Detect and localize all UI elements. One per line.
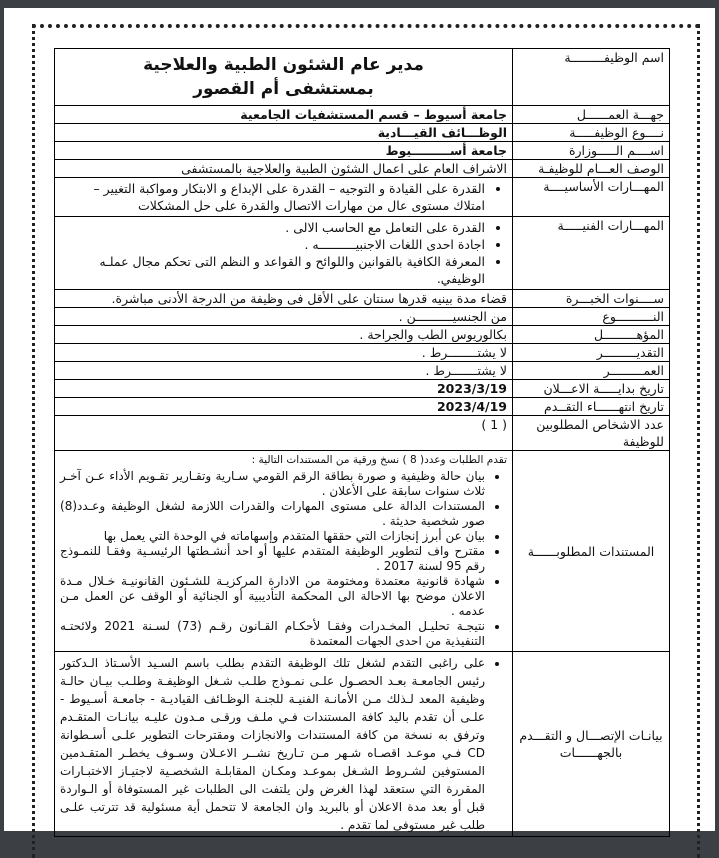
row-value: جامعة أســـــــــيوط xyxy=(55,142,513,160)
table-row xyxy=(55,362,670,380)
documents-intro: تقدم الطلبات وعدد( 8 ) نسخ ورقية من المستندات التالية : xyxy=(251,454,507,466)
row-label: المؤهـــــــــل xyxy=(513,326,670,344)
table-row xyxy=(55,49,670,106)
row-value: من الجنسيــــــــــن . xyxy=(55,308,513,326)
announcement-start-date: 2023/3/19 xyxy=(55,380,513,398)
job-description-table xyxy=(54,48,670,837)
table-row xyxy=(55,124,670,142)
row-value: قضاء مدة بينيه قدرها سنتان على الأقل فى وظيفة من الدرجة الأدنى مباشرة. xyxy=(55,290,513,308)
table-row xyxy=(55,344,670,362)
job-title: مدير عام الشئون الطبية والعلاجية بمستشفى أم القصور xyxy=(143,55,424,99)
table-row xyxy=(55,106,670,124)
table-row xyxy=(55,398,670,416)
list-item: • شهادة قانونية معتمدة ومختومة من الادارة المركزيـة للشـئون القانونيـة خـلال مـدة الاعلان موضح بها الاحالة الى المحكمة التأديبية أو الجنائية أو الوقف عن العمل مـن عدمه . xyxy=(60,574,485,619)
table-row xyxy=(55,380,670,398)
table-row xyxy=(55,652,670,837)
row-label: تاريخ بدايـــــة الاعـــلان xyxy=(513,380,670,398)
list-item: • نتيجـة تحليـل المخـدرات وفقـا لأحكـام القـانون رقـم (73) لسـنة 2021 ولائحتـه التنفيذية من احدى الجهات المعتمدة xyxy=(60,619,485,649)
row-label: بيانـات الإتصـــال و التقـــدم بالجهــــــات xyxy=(513,652,670,837)
list-item: • القدرة على القيادة و التوجيه – القدرة على الإبداع و الابتكار ومواكبة التغيير – امتلاك مستوى عال من مهارات الاتصال والقدرة على حل المشكلات xyxy=(60,180,485,214)
application-end-date: 2023/4/19 xyxy=(55,398,513,416)
table-row xyxy=(55,290,670,308)
table-row xyxy=(55,308,670,326)
table-row xyxy=(55,142,670,160)
row-label: العمـــــــــر xyxy=(513,362,670,380)
list-item: • على راغبى التقدم لشغل تلك الوظيفة التقدم بطلب باسم السـيد الأسـتاذ الـدكتور رئيس الجامعـة بعـد الحصـول علـى نمـوذج طلـب شـغل الوظيفـة وطلـب بيـان حالـة وظيفية المعد لـذلك مـن الأمانـة الفنيـة للجنـة الوظـائف القياديـة - جامعـة أسـيوط - علـى أن تقدم باليد كافة المستندات فـي ملـف ورقـى مـدون عليـه بيانـات المتقـدم وترفق به نسخة من كافة المستندات والانجازات ومقترحات التطوير علـى أسـطوانة CD فـي موعـد اقصـاه شـهر مـن تـاريخ نشــر الاعـلان وسـوف يخطـر المتقـدمين المستوفين لشـروط الشـغل بموعـد ومكـان المقابلـة الشخصـية لاجتيـاز الاختبـارات المقررة التي ستعقد لهذا الغرض ولن يلتفت الى الطلبات غير المستوفاة أو الـواردة قبل أو بعد مدة الاعلان أو بالبريد وان الجامعة لا تتحمل أية مسئولية قد تترتب علـى طلب غير مستوفى لما تقدم . xyxy=(60,654,485,834)
list-item: • المستندات الدالة على مستوى المهارات والقدرات اللازمة لشغل الوظيفة وعـدد(8) صور شخصية حديثة . xyxy=(60,499,485,529)
row-label: التقديـــــــــر xyxy=(513,344,670,362)
table-row xyxy=(55,451,670,652)
list-item: • المعرفة الكافية بالقوانين واللوائح و القواعد و النظم التى تحكم مجال عملـه الوظيفي. xyxy=(60,253,485,287)
row-label: الوصف العـــام للوظيفـة xyxy=(513,160,670,178)
contact-instructions-list xyxy=(60,654,507,834)
list-item: • القدرة على التعامل مع الحاسب الالى . xyxy=(60,219,485,236)
list-item: • اجادة احدى اللغات الاجنبيــــــــــه . xyxy=(60,236,485,253)
list-item: • مقترح واف لتطوير الوظيفة المتقدم عليها أو احد أنشـطتها الرئيسـية وفقـا للنمـوذج رقم 95 لسنة 2017 . xyxy=(60,544,485,574)
row-label: المهـــارات الأساسيــــة xyxy=(513,178,670,217)
table-row xyxy=(55,217,670,290)
document-page xyxy=(4,8,715,831)
row-label: جهـــة العمــــــل xyxy=(513,106,670,124)
technical-skills-list xyxy=(60,219,507,287)
row-label: نــــوع الوظيفـــــة xyxy=(513,124,670,142)
table-row xyxy=(55,326,670,344)
row-value: لا يشتــــــــرط . xyxy=(55,344,513,362)
row-label: المستندات المطلوبــــــة xyxy=(513,451,670,652)
row-value: الوظـــائف القيـــادية xyxy=(55,124,513,142)
row-value: الاشراف العام على اعمال الشئون الطبية والعلاجية بالمستشفى xyxy=(55,160,513,178)
row-label: المهـــارات الفنيـــــة xyxy=(513,217,670,290)
row-value: لا يشتـــــــرط . xyxy=(55,362,513,380)
list-item: • بيان عن أبرز إنجازات التي حققها المتقدم وإسهاماته في الوحدة التي يعمل بها xyxy=(60,529,485,544)
row-label: ســــنوات الخبـــرة xyxy=(513,290,670,308)
table-row xyxy=(55,178,670,217)
row-value: جامعة أسيوط – قسم المستشفيات الجامعية xyxy=(55,106,513,124)
required-documents-list xyxy=(60,469,507,649)
table-row xyxy=(55,416,670,451)
row-value: بكالوريوس الطب والجراحة . xyxy=(55,326,513,344)
row-label: تاريخ انتهــــــاء التقــدم xyxy=(513,398,670,416)
row-label: اســــم الـــــوزارة xyxy=(513,142,670,160)
basic-skills-list xyxy=(60,180,507,214)
row-label: عدد الاشخاص المطلوبين للوظيفة xyxy=(513,416,670,451)
table-row xyxy=(55,160,670,178)
positions-count: ( 1 ) xyxy=(55,416,513,451)
row-label: اسم الوظيفـــــــــة xyxy=(513,49,670,106)
list-item: • بيان حالة وظيفية و صورة بطاقة الرقم القومي سـارية وتقـارير تقـويم الأداء عـن آخـر ثلاث سنوات سابقة على الأعلان . xyxy=(60,469,485,499)
row-label: النــــــــــوع xyxy=(513,308,670,326)
